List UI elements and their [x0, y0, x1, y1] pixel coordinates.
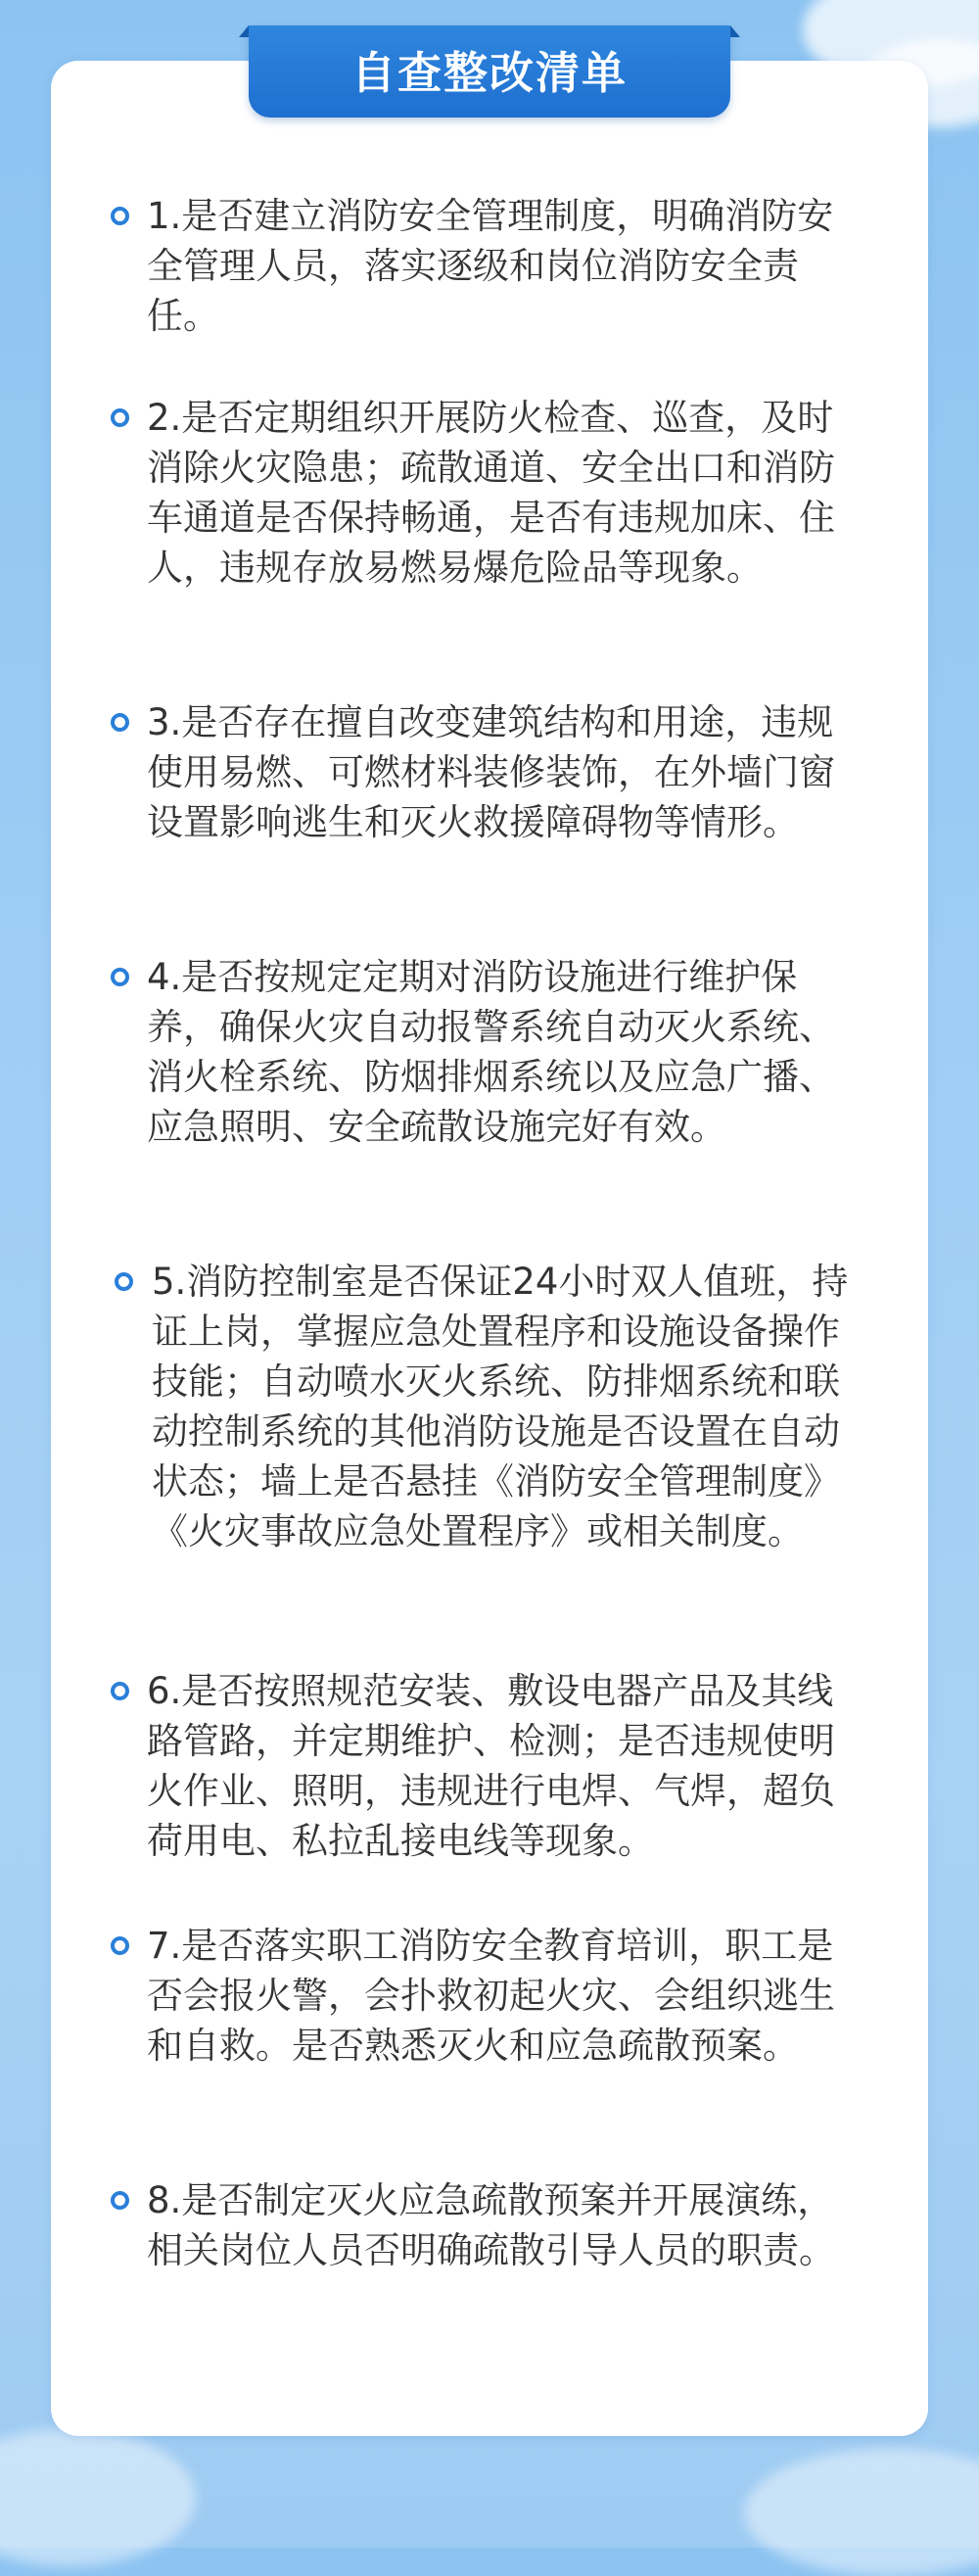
- list-item: 6.是否按照规范安装、敷设电器产品及其线路管路，并定期维护、检测；是否违规使明火作业、照明，违规进行电焊、气焊，超负荷用电、私拉乱接电线等现象。: [147, 1670, 835, 1862]
- cloud-decoration: [744, 2449, 979, 2576]
- list-item: 4.是否按规定定期对消防设施进行维护保养，确保火灾自动报警系统自动灭火系统、消火栓系统、防烟排烟系统以及应急广播、应急照明、安全疏散设施完好有效。: [147, 956, 835, 1148]
- list-item: 1.是否建立消防安全管理制度，明确消防安全管理人员，落实逐级和岗位消防安全责任。: [147, 195, 834, 337]
- list-item: 7.是否落实职工消防安全教育培训，职工是否会报火警，会扑救初起火灾、会组织逃生和自救。是否熟悉灭火和应急疏散预案。: [147, 1925, 835, 2067]
- bullet-icon: [111, 207, 129, 225]
- bullet-icon: [111, 2191, 129, 2210]
- bullet-icon: [111, 713, 129, 732]
- bullet-icon: [111, 1936, 129, 1955]
- bullet-icon: [111, 408, 129, 427]
- title-banner: [249, 25, 730, 118]
- bullet-icon: [111, 1682, 129, 1700]
- cloud-decoration: [0, 2429, 196, 2566]
- list-item: 5.消防控制室是否保证24小时双人值班，持证上岗，掌握应急处置程序和设施设备操作技能；自动喷水灭火系统、防排烟系统和联动控制系统的其他消防设施是否设置在自动状态；墙上是否悬挂《消防安全管理制度》《火灾事故应急处置程序》或相关制度。: [152, 1261, 849, 1552]
- bullet-icon: [111, 968, 129, 986]
- list-item: 3.是否存在擅自改变建筑结构和用途，违规使用易燃、可燃材料装修装饰，在外墙门窗设置影响逃生和灭火救援障碍物等情形。: [147, 701, 835, 843]
- list-item: 8.是否制定灭火应急疏散预案并开展演练，相关岗位人员否明确疏散引导人员的职责。: [147, 2179, 835, 2271]
- list-item: 2.是否定期组织开展防火检查、巡查，及时消除火灾隐患；疏散通道、安全出口和消防车通道是否保持畅通，是否有违规加床、住人，违规存放易燃易爆危险品等现象。: [147, 397, 835, 589]
- bullet-icon: [115, 1272, 133, 1291]
- page-title: 自查整改清单: [350, 46, 628, 99]
